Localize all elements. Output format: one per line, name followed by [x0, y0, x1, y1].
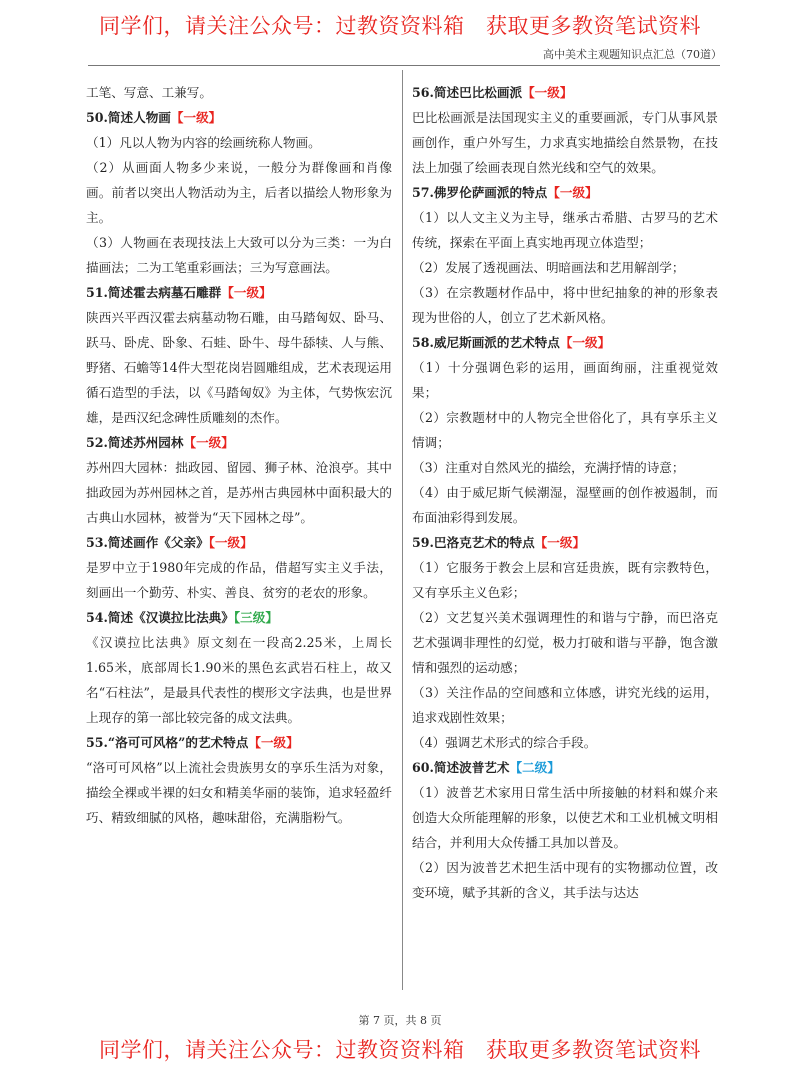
- answer-paragraph: 陕西兴平西汉霍去病墓动物石雕，由马踏匈奴、卧马、跃马、卧虎、卧象、石蛙、卧牛、母牛舔犊、人与熊、野猪、石蟾等14件大型花岗岩圆雕组成，艺术表现运用循石造型的手法，以《马踏匈奴》为主体，气势恢宏沉雄，是西汉纪念碑性质雕刻的杰作。: [86, 310, 392, 425]
- answer-paragraph: （1）十分强调色彩的运用，画面绚丽，注重视觉效果；: [412, 360, 718, 400]
- right-column: [412, 80, 718, 905]
- answer-paragraph: （2）因为波普艺术把生活中现有的实物挪动位置，改变环境，赋予其新的含义，其手法与达达: [412, 860, 718, 900]
- answer-paragraph: “洛可可风格”以上流社会贵族男女的享乐生活为对象，描绘全裸或半裸的妇女和精美华丽的装饰，追求轻盈纤巧、精致细腻的风格，趣味甜俗，充满脂粉气。: [86, 760, 392, 825]
- question-heading: [86, 430, 392, 455]
- answer-paragraph: （2）从画面人物多少来说，一般分为群像画和肖像画。前者以突出人物活动为主，后者以描绘人物形象为主。: [86, 160, 392, 225]
- question-title: 55.“洛可可风格”的艺术特点: [86, 735, 249, 750]
- difficulty-level-badge: 【一级】: [547, 185, 598, 200]
- answer-paragraph: 《汉谟拉比法典》原文刻在一段高2.25米，上周长1.65米，底部周长1.90米的黑色玄武岩石柱上，故又名“石柱法”，是最具代表性的楔形文字法典，也是世界上现存的第一部比较完备的成文法典。: [86, 635, 392, 725]
- answer-paragraph: （2）发展了透视画法、明暗画法和艺用解剖学；: [412, 260, 685, 275]
- difficulty-level-badge: 【一级】: [208, 535, 253, 550]
- question-title: 56.简述巴比松画派: [412, 85, 523, 100]
- answer-paragraph: （3）在宗教题材作品中，将中世纪抽象的神的形象表现为世俗的人，创立了艺术新风格。: [412, 285, 718, 325]
- answer-paragraph: （1）波普艺术家用日常生活中所接触的材料和媒介来创造大众所能理解的形象，以使艺术和工业机械文明相结合，并利用大众传播工具加以普及。: [412, 785, 718, 850]
- question-heading: [86, 605, 392, 630]
- answer-paragraph: 苏州四大园林：拙政园、留园、狮子林、沧浪亭。其中拙政园为苏州园林之首，是苏州古典园林中面积最大的古典山水园林，被誉为“天下园林之母”。: [86, 460, 392, 525]
- question-heading: [412, 80, 718, 105]
- question-heading: [412, 330, 718, 355]
- question-title: 58.威尼斯画派的艺术特点: [412, 335, 560, 350]
- answer-paragraph: （2）文艺复兴美术强调理性的和谐与宁静，而巴洛克艺术强调非理性的幻觉，极力打破和谐与平静，饱含激情和强烈的运动感；: [412, 610, 718, 675]
- difficulty-level-badge: 【一级】: [221, 285, 272, 300]
- question-heading: [86, 530, 392, 555]
- page-number: 第 7 页，共 8 页: [358, 1014, 442, 1027]
- difficulty-level-badge: 【二级】: [509, 760, 560, 775]
- question-title: 59.巴洛克艺术的特点: [412, 535, 535, 550]
- question-title: 52.简述苏州园林: [86, 435, 184, 450]
- answer-paragraph: 工笔、写意、工兼写。: [86, 85, 212, 100]
- promo-banner-top: 同学们，请关注公众号：过教资资料箱 获取更多教资笔试资料: [99, 14, 701, 38]
- difficulty-level-badge: 【一级】: [559, 335, 611, 350]
- question-heading: [412, 755, 718, 780]
- answer-paragraph: （1）以人文主义为主导，继承古希腊、古罗马的艺术传统，探索在平面上真实地再现立体造型；: [412, 210, 718, 250]
- difficulty-level-badge: 【一级】: [183, 435, 234, 450]
- difficulty-level-badge: 【一级】: [248, 735, 299, 750]
- answer-paragraph: （3）人物画在表现技法上大致可以分为三类：一为白描画法；二为工笔重彩画法；三为写意画法。: [86, 235, 392, 275]
- question-title: 50.简述人物画: [86, 110, 171, 125]
- question-title: 53.简述画作《父亲》: [86, 535, 209, 550]
- header-rule: [88, 65, 720, 66]
- answer-paragraph: （1）它服务于教会上层和宫廷贵族，既有宗教特色，又有享乐主义色彩；: [412, 560, 718, 600]
- question-heading: [86, 105, 392, 130]
- question-title: 60.简述波普艺术: [412, 760, 510, 775]
- answer-paragraph: （1）凡以人物为内容的绘画统称人物画。: [86, 135, 321, 150]
- question-title: 54.简述《汉谟拉比法典》: [86, 610, 234, 625]
- answer-paragraph: （4）由于威尼斯气候潮湿，湿壁画的创作被遏制，而布面油彩得到发展。: [412, 485, 718, 525]
- answer-paragraph: （3）关注作品的空间感和立体感，讲究光线的运用，追求戏剧性效果；: [412, 685, 718, 725]
- question-heading: [86, 730, 392, 755]
- difficulty-level-badge: 【一级】: [522, 85, 573, 100]
- answer-paragraph: （2）宗教题材中的人物完全世俗化了，具有享乐主义情调；: [412, 410, 718, 450]
- answer-paragraph: （3）注重对自然风光的描绘，充满抒情的诗意；: [412, 460, 685, 475]
- answer-paragraph: 是罗中立于1980年完成的作品，借超写实主义手法，刻画出一个勤劳、朴实、善良、贫穷的老农的形象。: [86, 560, 392, 600]
- question-heading: [412, 530, 718, 555]
- answer-paragraph: 巴比松画派是法国现实主义的重要画派，专门从事风景画创作，重户外写生，力求真实地描绘自然景物，在技法上加强了绘画表现自然光线和空气的效果。: [412, 110, 718, 175]
- question-title: 57.佛罗伦萨画派的特点: [412, 185, 548, 200]
- left-column: [86, 80, 392, 830]
- difficulty-level-badge: 【三级】: [233, 610, 278, 625]
- question-heading: [412, 180, 718, 205]
- column-divider: [402, 70, 403, 990]
- document-header-title: 高中美术主观题知识点汇总（70道）: [543, 48, 722, 61]
- difficulty-level-badge: 【一级】: [534, 535, 586, 550]
- question-title: 51.简述霍去病墓石雕群: [86, 285, 222, 300]
- difficulty-level-badge: 【一级】: [170, 110, 222, 125]
- answer-paragraph: （4）强调艺术形式的综合手段。: [412, 735, 597, 750]
- promo-banner-bottom: 同学们，请关注公众号：过教资资料箱 获取更多教资笔试资料: [99, 1038, 701, 1062]
- question-heading: [86, 280, 392, 305]
